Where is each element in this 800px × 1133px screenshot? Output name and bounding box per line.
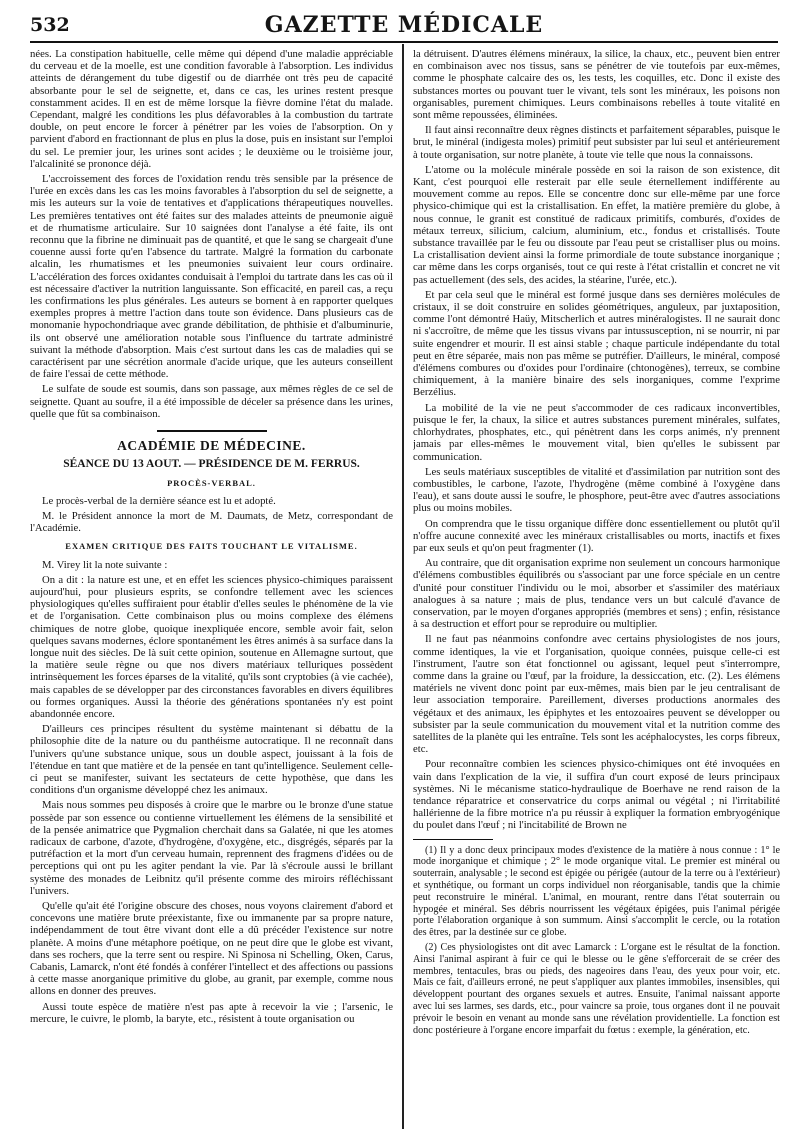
paragraph: nées. La constipation habituelle, celle même qui dépend d'une maladie appréciable du cerveau et de la moelle, est une condition favorable à l'absorption. Les individus atteints de dérangement du tube digestif ou de diarrhée ont très peu de capacité absorbante pour le sel de seignette, et, dans ce cas, les urines restent presque constamment acides. Il en est de même lorsque la fièvre domine l'état du malade. Cependant, malgré les conditions les plus défavorables à la combustion du tartrate double, on peut encore le forcer à pénétrer par les voies de l'absorption. On y parvient d'abord en fractionnant de plus en plus la dose, puis en insistant sur l'emploi du sel. Le premier jour, les urines sont acides ; le deuxième ou le troisième jour, l'alcalinité se prononce déjà. — [30, 48, 393, 170]
academy-heading: ACADÉMIE DE MÉDECINE. — [117, 438, 306, 454]
paragraph: Le procès-verbal de la dernière séance est lu et adopté. — [42, 494, 276, 507]
paragraph: Il ne faut pas néanmoins confondre avec certains physiologistes de nos jours, comme identiques, la vie et l'organisation, quoique connées, puisque celle-ci est l'instrument, l'autre son état fonctionnel ou agissant, lequel peut s'interrompre, comme dans la graine ou l'œuf, par la froidure, la dessiccation, etc. (2). Les élémens matériels ne vivent donc point par eux-mêmes, mais bien par le jeu centralisant de leur association temporaire. Pareillement, diverses productions anormales des végétaux et des animaux, les épiphytes et les entozoaires peuvent se développer ou subsister par la seule communication du mouvement vital et la nutrition comme des satellites de la planète qui les entraîne. Tels sont les acéphalocystes, les corps fibreux, etc. — [413, 633, 780, 756]
footnote-rule — [413, 839, 493, 840]
paragraph: Mais nous sommes peu disposés à croire que le marbre ou le bronze d'une statue possède par son essence ou contienne virtuellement les élémens de la sensibilité et de la pensée animatrice que Pygmalion cherchait dans sa Galatée, ni que les atomes radicaux de carbone, d'azote, d'hydrogène, d'oxygène, etc., disgrégés, séparés par la putréfaction et la mort d'un cerveau humain, reprennent des fragmens d'idées ou de perceptions qui ont pu les agiter pendant la vie. Par là s'écroule aussi le brillant système des monades de Leibnitz qu'il présente comme des miroirs réfléchissant l'univers. — [30, 799, 393, 897]
footnotes — [413, 845, 780, 1037]
paragraph: la détruisent. D'autres élémens minéraux, la silice, la chaux, etc., peuvent bien entrer en combinaison avec nos tissus, sans se pénétrer de vie toutefois par eux-mêmes, comme le phosphate calcaire des os, les tests, les coquilles, etc. Donc il existe des substances mortes ou pouvant tuer le vivant, tels sont les minéraux, les poisons non organisables, purement chimiques. Leurs combinaisons rebelles à toute vitalité en sont même repoussées, éliminées. — [413, 48, 780, 122]
paragraph: Les seuls matériaux susceptibles de vitalité et d'assimilation par nutrition sont des combustibles, le carbone, l'azote, l'hydrogène (même combiné à l'oxygène dans l'eau), et sans doute aussi le soufre, le phosphore, peut-être avec d'autres associations plus ou moins mobiles. — [413, 465, 780, 515]
proces-verbal-heading: PROCÈS-VERBAL. — [167, 477, 256, 488]
paragraph: Aussi toute espèce de matière n'est pas apte à recevoir la vie ; l'arsenic, le mercure, le cuivre, le plomb, la baryte, etc., résistent à toute organisation ou — [30, 1000, 393, 1025]
section-rule — [157, 430, 267, 432]
paragraph: L'accroissement des forces de l'oxidation rendu très sensible par la présence de l'urée en excès dans les cas les moins favorables à l'absorption du sel de seignette, a mis les auteurs sur la voie de tentatives et d'applications thérapeutiques nouvelles. Les premières tentatives ont été faites sur des malades atteints de pneumonie aiguë et de rhumatisme articulaire. Sur 10 saignées dont l'analyse a été faite, ils ont reconnu que la fibrine ne diminuait pas de quantité, et que le sang se chargeait d'une couenne aussi forte qu'en l'absence du tartrate. Malgré la formation du carbonate alcalin, les rhumatismes et les pneumonies suivaient leur cours ordinaire. L'accélération des forces oxidantes conduisait à l'emploi du tartrate dans les cas où il est nécessaire d'activer la nutrition languissante. Son efficacité, en pareil cas, a reçu les confirmations les plus générales. Les auteurs se bornent à en rapporter quelques exemples propres à mettre l'action dans toute son évidence. Dans plusieurs cas de monomanie hypochondriaque avec grande débilitation, de phthisie et d'albuminurie, ils ont observé une amélioration notable sous l'influence du tartrate administré suivant la méthode d'absorption. Mais c'est surtout dans les cas de maladies qui se caractérisent par une sécrétion anormale d'acide urique, que les auteurs conseillent de faire l'essai de cette méthode. — [30, 173, 393, 381]
left-column — [30, 48, 393, 1125]
paragraph: L'atome ou la molécule minérale possède en soi la raison de son existence, dit Kant, c'est pourquoi elle resterait par elle seule éternellement indifférente au mouvement comme au repos. Elle se concentre donc sur elle-même par une force physico-chimique qui est la cristallisation. En effet, la matière première du globe, à nous connue, le granit est constitué de radicaux primitifs, comburés, d'oxides de métaux terreux, silicium, calcium, aluminium, etc., fondus et cristallisés. Toute substance travaillée par le feu ou dissoute par l'eau peut se cristalliser plus ou moins. La cristallisation devient ainsi la forme primordiale de toute substance inorganique ; car même dans les corps organisés, tout ce qui reste à l'état cristallin et concret ne vit pas actuellement (des sels, des acides, la stéarine, l'urée, etc.). — [413, 163, 780, 286]
paragraph: La mobilité de la vie ne peut s'accommoder de ces radicaux inconvertibles, puisque le fer, la chaux, la silice et autres substances purement minérales, sulfates, chlorhydrates, phosphates, etc., qui pénètrent dans les corps animés, n'y prennent jamais par elles-mêmes le mouvement vital, bien qu'elles le subissent par communication. — [413, 401, 780, 463]
footnote-1: (1) Il y a donc deux principaux modes d'existence de la matière à nous connue : 1° le mode inorganique et chimique ; 2° le mode organique vital. Le premier est minéral ou souterrain, analysable ; le second est épigée ou périgée (autour de la terre ou à l'extérieur) et synthétique, ou formant un corps individuel non réorganisable, tandis que la chimie peut reconstruire le minéral. L'animal, en mourant, rentre dans l'état souterrain ou hypogée et minéral. Ses débris nourrissent les végétaux épigées, puis l'animal périgée porte l'élaboration organique à son summum. Ainsi s'accomplit le cercle, ou la rotation des êtres, par la destinée sur ce globe. — [413, 844, 780, 939]
page-header — [30, 10, 778, 36]
page-number: 532 — [30, 14, 70, 36]
paragraph: On comprendra que le tissu organique diffère donc essentiellement ou plutôt qu'il n'offre aucune connexité avec les minéraux cristallisables ou morts, inactifs et fixes par eux seuls et qu'on peut fragmenter (1). — [413, 517, 780, 554]
paragraph: M. le Président annonce la mort de M. Daumats, de Metz, correspondant de l'Académie. — [30, 509, 393, 535]
paragraph: Au contraire, que dit organisation exprime non seulement un concours harmonique d'élémens combustibles équilibrés ou s'associant par une force spéciale en un centre d'unité pour constituer l'individu ou le moi, absorber et s'assimiler des matériaux analogues à sa nature ; mais de plus, tendance vers un but calculé d'avance de conservation, par le moyen d'organes appropriés (membres et sens) ; enfin, résistance à sa destruction et effort pour se reproduire ou multiplier. — [413, 557, 780, 631]
paragraph: Et par cela seul que le minéral est formé jusque dans ses dernières molécules de cristaux, il se doit construire en solides géométriques, anguleux, par juxtaposition, comme l'ont démontré Haüy, Mitscherlich et autres minéralogistes. Il ne saurait donc ni s'accroître, de même que les tissus vivans par intussusception, ni se nourrir, ni par suite engendrer et mourir. Il est ainsi stable ; chaque particule indépendante du total peut en être séparée, mais non pas même se putréfier. D'ailleurs, le minéral, composé d'élémens combures ou d'oxides pour l'ordinaire (chtonogènes), terreux, se combine chimiquement, à la manière binaire des sels inorganiques, comme l'exprime Berzélius. — [413, 288, 780, 399]
column-divider — [402, 44, 404, 1129]
session-heading: SÉANCE DU 13 AOUT. — PRÉSIDENCE DE M. FERRUS. — [63, 458, 360, 471]
journal-title: GAZETTE MÉDICALE — [264, 12, 544, 38]
right-column — [413, 48, 780, 1125]
paragraph: Qu'elle qu'ait été l'origine obscure des choses, nous voyons clairement d'abord et concevons une matière brute préexistante, fixe ou immanente par sa propre nature, indépendamment de tout être vivant dont elle a dû précéder l'existence sur notre planète. A moins d'une métaphore poétique, on ne peut dire que le globe est vivant, dans ses rochers, que la terre sent ou respire. Ni Spinosa ni Schelling, Oken, Carus, Cabanis, Lamarck, n'ont été fondés à conférer l'intellect et des affections ou passions à cette masse anorganique primitive du globe, au granit, par exemple, comme nous allons en donner des preuves. — [30, 900, 393, 998]
examen-heading: EXAMEN CRITIQUE DES FAITS TOUCHANT LE VITALISME. — [65, 541, 358, 552]
paragraph: Pour reconnaître combien les sciences physico-chimiques ont été invoquées en vain dans l'explication de la vie, il suffira d'un court exposé de leurs principaux systèmes. Ni le mécanisme statico-hydraulique de Boerhave ne rend raison de la tendance réparatrice et conservatrice du corps animal ou végétal ; ni l'irritabilité hallérienne de la fibre motrice n'a pu réussir à expliquer la formation embryogénique du poulet dans l'œuf ; ni l'incitabilité de Brown ne — [413, 758, 780, 832]
footnote-2: (2) Ces physiologistes ont dit avec Lamarck : L'organe est le résultat de la fonction. Ainsi l'animal aspirant à fuir ce qui le blesse ou le gêne s'efforcerait de se créer des membres, tentacules, bras ou pieds, des nageoires dans l'eau, des yeux pour voir, etc. Mais ce fait, d'ailleurs erroné, ne peut s'appliquer aux plantes immobiles, insensibles, qui développent pourtant des organes sexuels et autres. Ensuite, l'animal naissant apporte avec lui ses larmes, ses dards, etc., pour vaincre sa proie, tous organes dont il ne pouvait prévoir le besoin en venant au monde sans une révélation providentielle. La fonction est donc postérieure à l'organe encore imparfait du fœtus : exemple, la génération, etc. — [413, 941, 780, 1036]
paragraph: On a dit : la nature est une, et en effet les sciences physico-chimiques paraissent aujourd'hui, pour plusieurs esprits, se confondre tellement avec les sciences physiologiques qu'elles suffiraient pour établir d'elles seules le phénomène de la vie et de l'organisation. Cette combinaison plus ou moins complexe des élémens chimiques de notre globe, quoique inexpliquée encore, semble avoir fait, selon quelques savans modernes, éclore spontanément les êtres animés à sa surface dans la longue nuit des siècles. De là suit cette opinion, soutenue en Allemagne surtout, que la matière seule règne ou que nos divers matériaux telluriques possèdent intrinsèquement les forces éparses de la vitalité, qu'ils sont cryptobies (à vie cachée), mais capables de se développer par des circonstances favorables en divers équilibres ou formes organiques. Aussi la théorie des générations spontanées n'y est point abandonnée encore. — [30, 573, 393, 720]
paragraph: Il faut ainsi reconnaître deux règnes distincts et parfaitement séparables, puisque le brut, le minéral (indigesta moles) primitif peut subsister par lui seul et antérieurement à toute organisation, sur notre planète, à toute vie telle que nous la connaissons. — [413, 124, 780, 161]
paragraph: M. Virey lit la note suivante : — [42, 558, 168, 571]
paragraph: Le sulfate de soude est soumis, dans son passage, aux mêmes règles de ce sel de seignette. Quant au soufre, il a été impossible de déceler sa présence dans les urines, quelle que fût sa combinaison. — [30, 383, 393, 420]
header-rule — [30, 41, 778, 43]
paragraph: D'ailleurs ces principes résultent du système maintenant si débattu de la philosophie dite de la nature ou du panthéisme autocratique. Il ne reconnaît dans l'univers qu'une substance unique, sous un double aspect, jouissant à la fois de l'étendue en tant que matière et de la pensée en tant qu'intelligence. Seulement celle-ci peut se manifester, suivant les sectateurs de cette hypothèse, que dans les conditions d'un organisme développé chez les animaux. — [30, 723, 393, 797]
